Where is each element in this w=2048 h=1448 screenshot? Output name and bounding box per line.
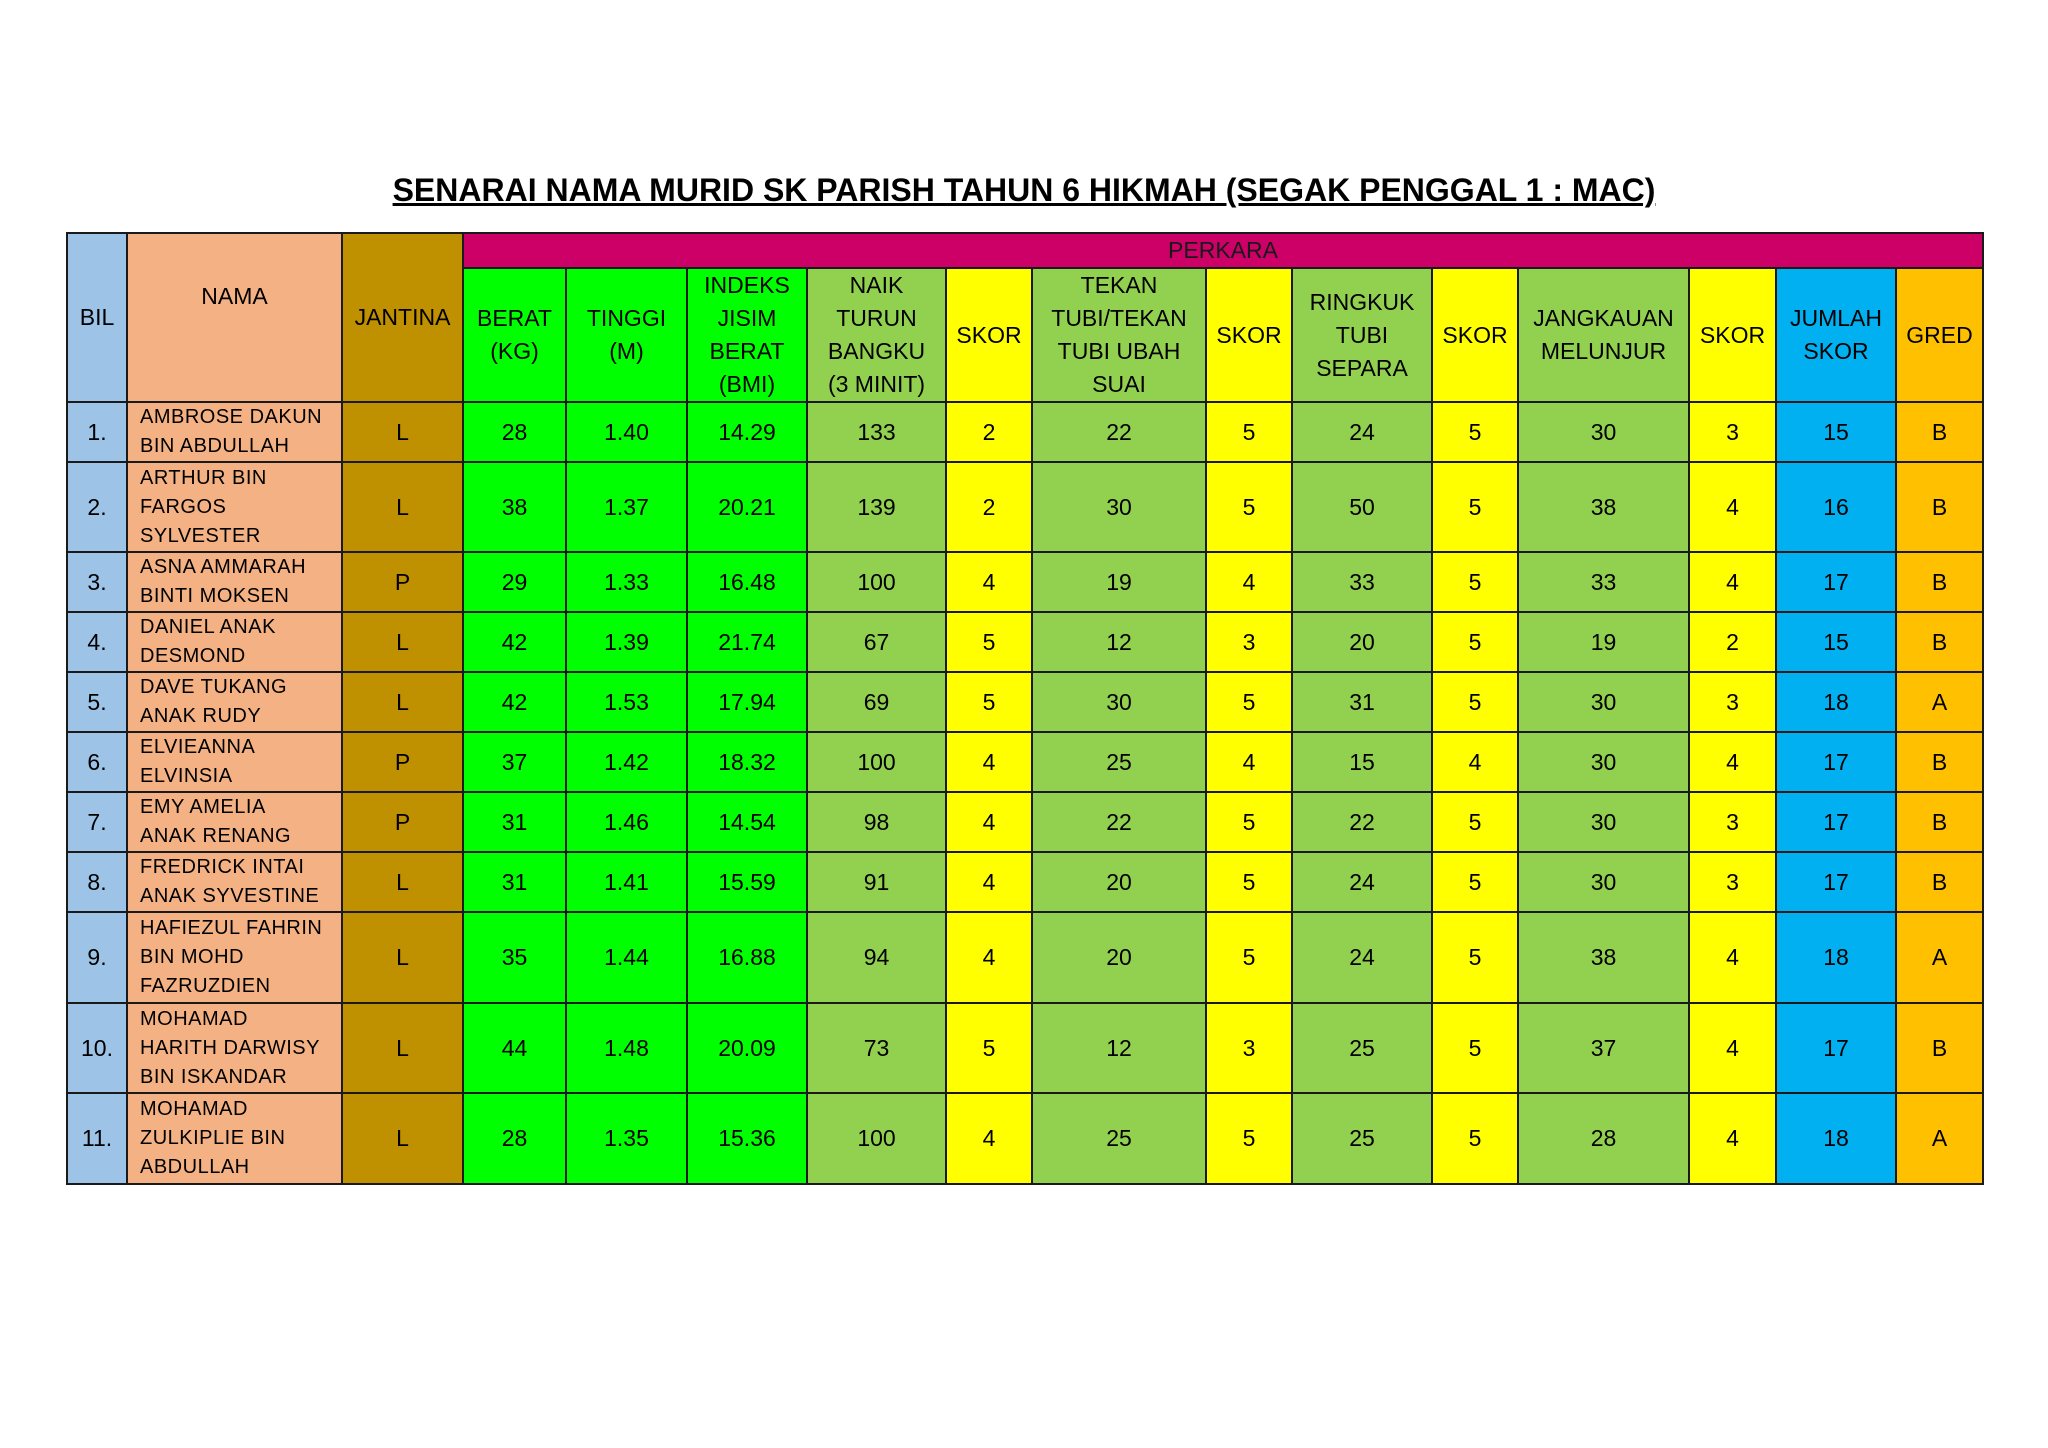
cell-skor-1: 4 — [946, 1093, 1032, 1184]
cell-gred: B — [1896, 852, 1983, 912]
cell-tekan-tubi: 22 — [1032, 792, 1206, 852]
cell-skor-2: 5 — [1206, 852, 1292, 912]
cell-bil: 5. — [67, 672, 127, 732]
cell-naik-turun: 100 — [807, 552, 946, 612]
cell-skor-4: 3 — [1689, 672, 1776, 732]
cell-berat: 31 — [463, 792, 566, 852]
cell-jangkauan: 30 — [1518, 672, 1689, 732]
student-name: DANIEL ANAK DESMOND — [140, 616, 276, 667]
student-name: FREDRICK INTAI ANAK SYVESTINE — [140, 856, 320, 907]
cell-ringkuk: 20 — [1292, 612, 1432, 672]
cell-skor-4: 3 — [1689, 402, 1776, 462]
cell-naik-turun: 69 — [807, 672, 946, 732]
cell-berat: 37 — [463, 732, 566, 792]
cell-bmi: 16.88 — [687, 912, 807, 1003]
cell-jumlah-skor: 18 — [1776, 912, 1896, 1003]
cell-skor-2: 4 — [1206, 732, 1292, 792]
table-row — [67, 912, 1983, 1003]
cell-jangkauan: 37 — [1518, 1003, 1689, 1093]
header-bmi: INDEKS JISIM BERAT (BMI) — [687, 268, 807, 402]
cell-gred: A — [1896, 912, 1983, 1003]
cell-berat: 28 — [463, 402, 566, 462]
cell-skor-4: 3 — [1689, 852, 1776, 912]
cell-nama — [127, 462, 342, 552]
cell-ringkuk: 24 — [1292, 852, 1432, 912]
student-name: ELVIEANNA ELVINSIA — [140, 736, 256, 787]
student-name: EMY AMELIA ANAK RENANG — [140, 796, 292, 847]
cell-naik-turun: 73 — [807, 1003, 946, 1093]
header-ringkuk: RINGKUK TUBI SEPARA — [1292, 268, 1432, 402]
student-name: MOHAMAD HARITH DARWISY BIN ISKANDAR — [140, 1007, 320, 1088]
cell-jumlah-skor: 17 — [1776, 852, 1896, 912]
cell-nama — [127, 1093, 342, 1184]
cell-skor-4: 4 — [1689, 462, 1776, 552]
cell-jangkauan: 28 — [1518, 1093, 1689, 1184]
cell-bil: 9. — [67, 912, 127, 1003]
table-row — [67, 792, 1983, 852]
cell-skor-1: 2 — [946, 462, 1032, 552]
cell-skor-2: 3 — [1206, 1003, 1292, 1093]
cell-nama — [127, 732, 342, 792]
cell-skor-2: 3 — [1206, 612, 1292, 672]
cell-jumlah-skor: 18 — [1776, 1093, 1896, 1184]
cell-jumlah-skor: 17 — [1776, 1003, 1896, 1093]
cell-skor-3: 5 — [1432, 552, 1518, 612]
cell-jumlah-skor: 16 — [1776, 462, 1896, 552]
cell-skor-4: 4 — [1689, 912, 1776, 1003]
cell-berat: 28 — [463, 1093, 566, 1184]
header-perkara: PERKARA — [463, 233, 1983, 268]
cell-tekan-tubi: 19 — [1032, 552, 1206, 612]
student-name: MOHAMAD ZULKIPLIE BIN ABDULLAH — [140, 1098, 286, 1178]
header-skor-3: SKOR — [1432, 268, 1518, 402]
cell-ringkuk: 33 — [1292, 552, 1432, 612]
table-row — [67, 1003, 1983, 1093]
cell-gred: A — [1896, 1093, 1983, 1184]
cell-bmi: 18.32 — [687, 732, 807, 792]
header-naik-turun: NAIK TURUN BANGKU (3 MINIT) — [807, 268, 946, 402]
student-name: ARTHUR BIN FARGOS SYLVESTER — [140, 466, 267, 547]
cell-tinggi: 1.39 — [566, 612, 687, 672]
cell-skor-1: 4 — [946, 552, 1032, 612]
cell-skor-3: 5 — [1432, 1003, 1518, 1093]
cell-skor-3: 5 — [1432, 612, 1518, 672]
cell-tekan-tubi: 20 — [1032, 912, 1206, 1003]
student-name: DAVE TUKANG ANAK RUDY — [140, 676, 288, 727]
cell-tinggi: 1.53 — [566, 672, 687, 732]
cell-jantina: P — [342, 552, 463, 612]
cell-jantina: L — [342, 402, 463, 462]
cell-skor-2: 4 — [1206, 552, 1292, 612]
cell-jantina: P — [342, 732, 463, 792]
cell-jantina: L — [342, 672, 463, 732]
cell-ringkuk: 24 — [1292, 912, 1432, 1003]
cell-skor-1: 4 — [946, 792, 1032, 852]
cell-tinggi: 1.41 — [566, 852, 687, 912]
cell-tekan-tubi: 25 — [1032, 1093, 1206, 1184]
cell-tinggi: 1.48 — [566, 1003, 687, 1093]
cell-nama — [127, 612, 342, 672]
cell-jumlah-skor: 15 — [1776, 612, 1896, 672]
cell-bmi: 20.21 — [687, 462, 807, 552]
header-nama: NAMA — [127, 233, 342, 402]
cell-skor-3: 5 — [1432, 1093, 1518, 1184]
cell-gred: B — [1896, 552, 1983, 612]
cell-berat: 31 — [463, 852, 566, 912]
header-jumlah-skor: JUMLAH SKOR — [1776, 268, 1896, 402]
cell-skor-3: 5 — [1432, 912, 1518, 1003]
cell-ringkuk: 25 — [1292, 1003, 1432, 1093]
segak-table — [66, 232, 1984, 1185]
cell-skor-1: 4 — [946, 912, 1032, 1003]
cell-nama — [127, 1003, 342, 1093]
header-skor-4: SKOR — [1689, 268, 1776, 402]
cell-bil: 3. — [67, 552, 127, 612]
cell-nama — [127, 912, 342, 1003]
cell-skor-4: 4 — [1689, 732, 1776, 792]
header-row-top — [67, 233, 1983, 268]
cell-jantina: L — [342, 852, 463, 912]
table-row — [67, 552, 1983, 612]
header-skor-1: SKOR — [946, 268, 1032, 402]
cell-skor-1: 5 — [946, 612, 1032, 672]
table-row — [67, 402, 1983, 462]
cell-tinggi: 1.40 — [566, 402, 687, 462]
header-bil: BIL — [67, 233, 127, 402]
cell-jumlah-skor: 15 — [1776, 402, 1896, 462]
cell-berat: 38 — [463, 462, 566, 552]
student-name: AMBROSE DAKUN BIN ABDULLAH — [140, 406, 323, 457]
cell-ringkuk: 31 — [1292, 672, 1432, 732]
cell-bmi: 20.09 — [687, 1003, 807, 1093]
cell-bil: 2. — [67, 462, 127, 552]
cell-skor-2: 5 — [1206, 672, 1292, 732]
cell-tekan-tubi: 12 — [1032, 1003, 1206, 1093]
cell-berat: 42 — [463, 672, 566, 732]
page-title: SENARAI NAMA MURID SK PARISH TAHUN 6 HIKMAH (SEGAK PENGGAL 1 : MAC) — [392, 172, 1656, 208]
cell-gred: B — [1896, 402, 1983, 462]
cell-skor-3: 4 — [1432, 732, 1518, 792]
cell-jangkauan: 30 — [1518, 402, 1689, 462]
cell-berat: 42 — [463, 612, 566, 672]
header-gred: GRED — [1896, 268, 1983, 402]
cell-skor-3: 5 — [1432, 852, 1518, 912]
cell-bil: 4. — [67, 612, 127, 672]
cell-bmi: 14.29 — [687, 402, 807, 462]
cell-bmi: 16.48 — [687, 552, 807, 612]
cell-jantina: L — [342, 912, 463, 1003]
cell-ringkuk: 24 — [1292, 402, 1432, 462]
cell-berat: 44 — [463, 1003, 566, 1093]
cell-naik-turun: 94 — [807, 912, 946, 1003]
cell-gred: B — [1896, 792, 1983, 852]
cell-gred: B — [1896, 462, 1983, 552]
cell-bil: 1. — [67, 402, 127, 462]
cell-bmi: 21.74 — [687, 612, 807, 672]
cell-naik-turun: 133 — [807, 402, 946, 462]
cell-gred: B — [1896, 612, 1983, 672]
cell-skor-2: 5 — [1206, 792, 1292, 852]
table-row — [67, 672, 1983, 732]
cell-bil: 10. — [67, 1003, 127, 1093]
header-skor-2: SKOR — [1206, 268, 1292, 402]
cell-bil: 6. — [67, 732, 127, 792]
cell-tekan-tubi: 20 — [1032, 852, 1206, 912]
cell-bmi: 17.94 — [687, 672, 807, 732]
cell-skor-3: 5 — [1432, 672, 1518, 732]
cell-jangkauan: 30 — [1518, 792, 1689, 852]
cell-tinggi: 1.33 — [566, 552, 687, 612]
cell-skor-2: 5 — [1206, 912, 1292, 1003]
cell-jangkauan: 19 — [1518, 612, 1689, 672]
cell-bmi: 15.59 — [687, 852, 807, 912]
cell-skor-2: 5 — [1206, 1093, 1292, 1184]
cell-skor-3: 5 — [1432, 792, 1518, 852]
cell-naik-turun: 139 — [807, 462, 946, 552]
table-row — [67, 852, 1983, 912]
cell-skor-2: 5 — [1206, 402, 1292, 462]
cell-tekan-tubi: 30 — [1032, 462, 1206, 552]
cell-tinggi: 1.46 — [566, 792, 687, 852]
cell-skor-4: 4 — [1689, 1003, 1776, 1093]
cell-berat: 35 — [463, 912, 566, 1003]
cell-jantina: L — [342, 462, 463, 552]
cell-jantina: P — [342, 792, 463, 852]
cell-ringkuk: 25 — [1292, 1093, 1432, 1184]
student-name: HAFIEZUL FAHRIN BIN MOHD FAZRUZDIEN — [140, 917, 323, 997]
table-row — [67, 1093, 1983, 1184]
cell-jangkauan: 30 — [1518, 732, 1689, 792]
cell-skor-3: 5 — [1432, 402, 1518, 462]
cell-tekan-tubi: 25 — [1032, 732, 1206, 792]
cell-nama — [127, 672, 342, 732]
cell-tekan-tubi: 30 — [1032, 672, 1206, 732]
header-jantina: JANTINA — [342, 233, 463, 402]
cell-gred: A — [1896, 672, 1983, 732]
cell-jumlah-skor: 18 — [1776, 672, 1896, 732]
cell-ringkuk: 15 — [1292, 732, 1432, 792]
cell-ringkuk: 50 — [1292, 462, 1432, 552]
cell-skor-1: 4 — [946, 732, 1032, 792]
cell-skor-1: 5 — [946, 1003, 1032, 1093]
cell-jangkauan: 38 — [1518, 462, 1689, 552]
cell-tinggi: 1.35 — [566, 1093, 687, 1184]
table-row — [67, 732, 1983, 792]
cell-bmi: 14.54 — [687, 792, 807, 852]
cell-skor-4: 2 — [1689, 612, 1776, 672]
cell-skor-1: 4 — [946, 852, 1032, 912]
student-name: ASNA AMMARAH BINTI MOKSEN — [140, 556, 307, 607]
cell-jumlah-skor: 17 — [1776, 552, 1896, 612]
cell-skor-4: 3 — [1689, 792, 1776, 852]
cell-ringkuk: 22 — [1292, 792, 1432, 852]
cell-jumlah-skor: 17 — [1776, 732, 1896, 792]
cell-skor-1: 2 — [946, 402, 1032, 462]
table-row — [67, 462, 1983, 552]
cell-skor-2: 5 — [1206, 462, 1292, 552]
cell-nama — [127, 792, 342, 852]
cell-naik-turun: 100 — [807, 1093, 946, 1184]
cell-jumlah-skor: 17 — [1776, 792, 1896, 852]
cell-jantina: L — [342, 1003, 463, 1093]
cell-tekan-tubi: 12 — [1032, 612, 1206, 672]
cell-jantina: L — [342, 612, 463, 672]
header-berat: BERAT (KG) — [463, 268, 566, 402]
table-row — [67, 612, 1983, 672]
cell-naik-turun: 91 — [807, 852, 946, 912]
cell-bil: 8. — [67, 852, 127, 912]
cell-tinggi: 1.44 — [566, 912, 687, 1003]
cell-jangkauan: 30 — [1518, 852, 1689, 912]
header-tekan-tubi: TEKAN TUBI/TEKAN TUBI UBAH SUAI — [1032, 268, 1206, 402]
cell-naik-turun: 67 — [807, 612, 946, 672]
cell-tinggi: 1.37 — [566, 462, 687, 552]
cell-bil: 7. — [67, 792, 127, 852]
header-tinggi: TINGGI (M) — [566, 268, 687, 402]
cell-bmi: 15.36 — [687, 1093, 807, 1184]
cell-skor-4: 4 — [1689, 552, 1776, 612]
cell-skor-3: 5 — [1432, 462, 1518, 552]
cell-naik-turun: 100 — [807, 732, 946, 792]
cell-tekan-tubi: 22 — [1032, 402, 1206, 462]
cell-skor-1: 5 — [946, 672, 1032, 732]
cell-naik-turun: 98 — [807, 792, 946, 852]
cell-jangkauan: 38 — [1518, 912, 1689, 1003]
cell-skor-4: 4 — [1689, 1093, 1776, 1184]
cell-nama — [127, 402, 342, 462]
cell-tinggi: 1.42 — [566, 732, 687, 792]
cell-nama — [127, 852, 342, 912]
cell-nama — [127, 552, 342, 612]
cell-bil: 11. — [67, 1093, 127, 1184]
cell-jangkauan: 33 — [1518, 552, 1689, 612]
cell-gred: B — [1896, 1003, 1983, 1093]
cell-berat: 29 — [463, 552, 566, 612]
cell-jantina: L — [342, 1093, 463, 1184]
header-jangkauan: JANGKAUAN MELUNJUR — [1518, 268, 1689, 402]
cell-gred: B — [1896, 732, 1983, 792]
